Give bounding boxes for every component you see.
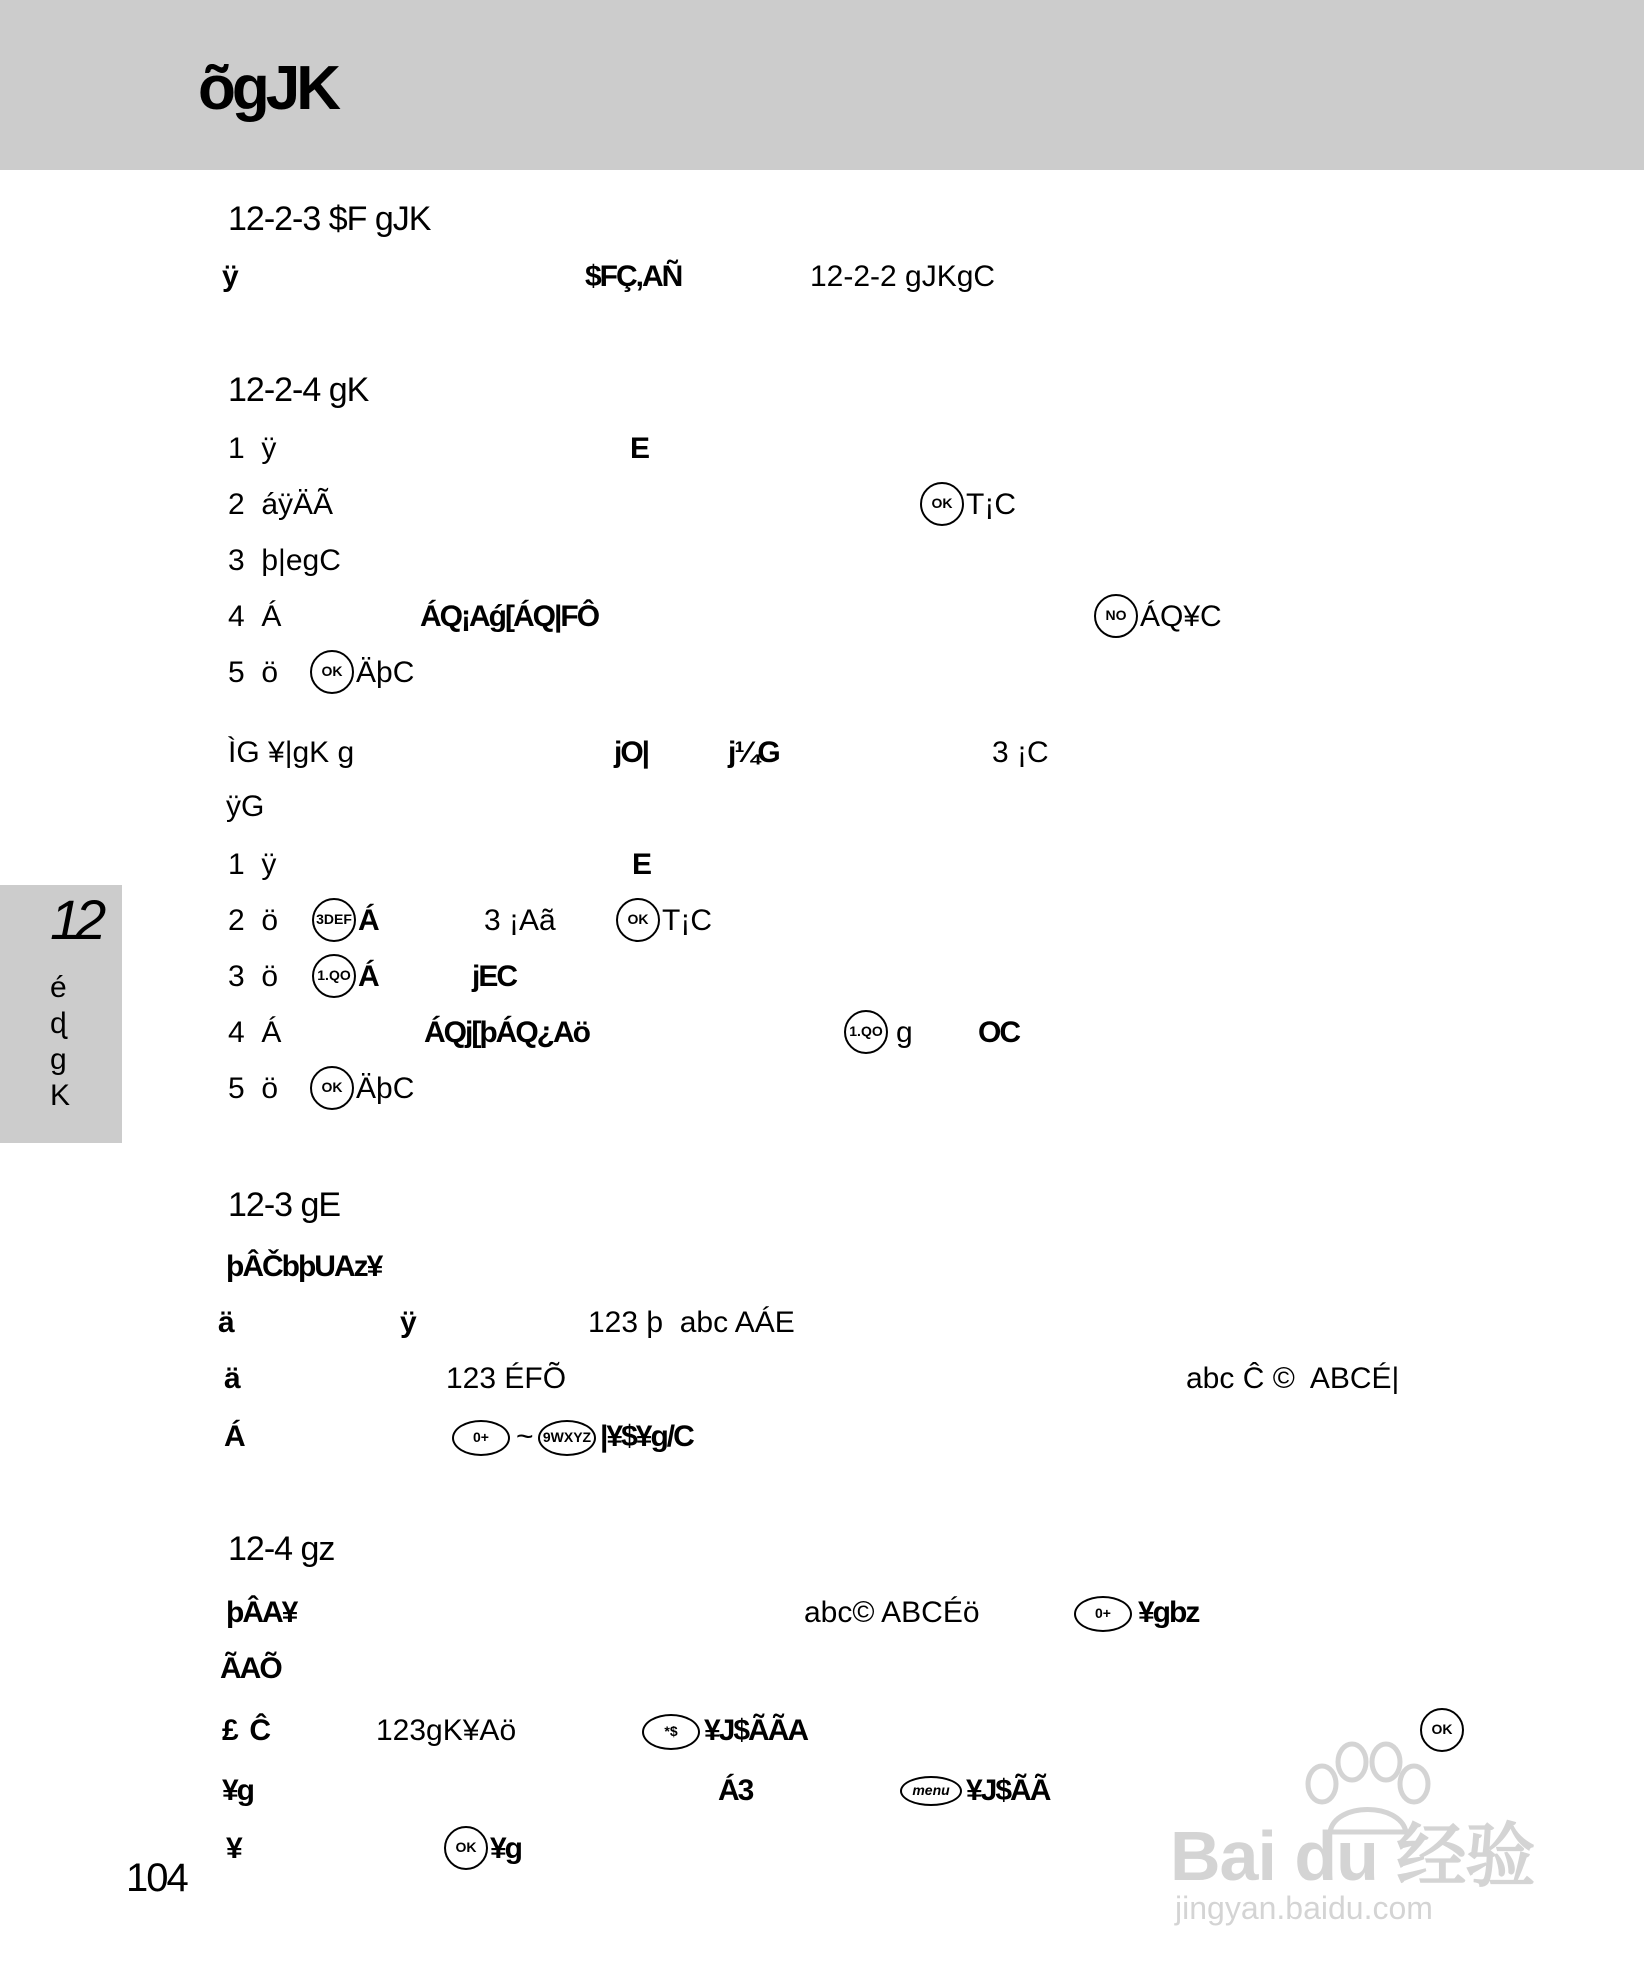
text-line: ÁQ¡Aǵ[ÁQ|FÔ <box>420 600 599 633</box>
list-item: 3 ö <box>228 960 279 993</box>
key-0-icon: 0+ <box>452 1420 510 1456</box>
text-line: j¼G <box>728 736 779 769</box>
text-line: ¥gbz <box>1138 1596 1199 1629</box>
text-line: 123gK¥Aö <box>376 1714 517 1747</box>
text-line: ÄþC <box>356 1072 415 1105</box>
key-1-icon: 1.QO <box>312 954 356 998</box>
list-item: 2 ö <box>228 904 279 937</box>
text-line: þÂČbþUAz¥ <box>226 1250 382 1283</box>
text-line: ~ <box>516 1420 534 1453</box>
text-line: ¥J$ÃÃ <box>966 1774 1050 1807</box>
ok-key-icon: OK <box>920 482 964 526</box>
text-line: ÄþC <box>356 656 415 689</box>
text-line: 12-2-2 gJKgC <box>810 260 996 293</box>
text-line: T¡C <box>966 488 1016 521</box>
text-line: ¥g <box>222 1774 254 1807</box>
section-heading: 12-2-3 $F gJK <box>228 200 431 238</box>
watermark-brand: Bai du 经验 <box>1170 1817 1535 1895</box>
list-item: 2 áÿÄÃ <box>228 488 334 521</box>
list-item: 4 Á <box>228 600 282 633</box>
text-line: g <box>896 1016 913 1049</box>
ok-key-icon: OK <box>310 650 354 694</box>
text-line: ä <box>218 1306 233 1339</box>
text-line: ÿG <box>226 790 265 823</box>
ok-key-icon: OK <box>616 898 660 942</box>
watermark-url: jingyan.baidu.com <box>1175 1890 1433 1926</box>
ok-key-icon: OK <box>1420 1708 1464 1752</box>
text-line: OC <box>978 1016 1019 1049</box>
text-line: ÿ <box>400 1306 415 1339</box>
text-line: ÿ <box>222 260 237 293</box>
section-heading: 12-2-4 gK <box>228 371 369 409</box>
menu-key-icon: menu <box>900 1776 962 1806</box>
chapter-number: 12 <box>50 888 101 951</box>
text-line: jEC <box>472 960 517 993</box>
text-line: jO| <box>614 736 649 769</box>
text-line: $FÇ,AÑ <box>585 260 682 293</box>
key-9-icon: 9WXYZ <box>538 1420 596 1456</box>
text-line: ÁQj[þÁQ¿Aö <box>424 1016 589 1049</box>
key-0-icon: 0+ <box>1074 1596 1132 1632</box>
star-key-icon: *$ <box>642 1714 700 1750</box>
key-3-icon: 3DEF <box>312 898 356 942</box>
list-item: 1 ÿ <box>228 848 277 881</box>
text-line: £ Ĉ <box>222 1714 270 1747</box>
ok-key-icon: OK <box>444 1826 488 1870</box>
text-line: 123 ÉFÕ <box>446 1362 567 1395</box>
text-line: 123 þ abc AÁE <box>588 1306 795 1339</box>
list-item: 4 Á <box>228 1016 282 1049</box>
text-line: ä <box>224 1362 239 1395</box>
text-line: Á3 <box>718 1774 753 1807</box>
text-line: ÃAÕ <box>220 1652 281 1685</box>
text-line: E <box>630 432 649 465</box>
list-item: 5 ö <box>228 1072 279 1105</box>
text-line: þÂA¥ <box>226 1596 297 1629</box>
section-heading: 12-4 gz <box>228 1530 335 1568</box>
text-line: ÌG ¥|gK g <box>228 736 355 769</box>
text-line: abc© ABCÉö <box>804 1596 980 1629</box>
text-line: Á <box>358 960 378 993</box>
text-line: ¥ <box>226 1832 241 1865</box>
text-line: abc Ĉ © ABCÉ| <box>1186 1362 1400 1395</box>
text-line: Á <box>358 904 378 937</box>
list-item: 3 þ|egC <box>228 544 341 577</box>
text-line: 3 ¡Aã <box>484 904 556 937</box>
text-line: ÁQ¥C <box>1140 600 1222 633</box>
baidu-watermark <box>1170 1740 1550 1930</box>
text-line: E <box>632 848 651 881</box>
page-title: õ̃gJK <box>198 54 337 123</box>
text-line: ¥J$ÃÃA <box>704 1714 808 1747</box>
ok-key-icon: OK <box>310 1066 354 1110</box>
list-item: 1 ÿ <box>228 432 277 465</box>
text-line: |¥$¥g/C <box>600 1420 693 1453</box>
text-line: 3 ¡C <box>992 736 1049 769</box>
chapter-label: éɖgK <box>50 971 71 1112</box>
section-heading: 12-3 gE <box>228 1186 341 1224</box>
text-line: Á <box>224 1420 244 1453</box>
text-line: T¡C <box>662 904 712 937</box>
list-item: 5 ö <box>228 656 279 689</box>
key-1-icon: 1.QO <box>844 1010 888 1054</box>
text-line: ¥g <box>490 1832 522 1865</box>
no-key-icon: NO <box>1094 594 1138 638</box>
page-number: 104 <box>126 1856 187 1900</box>
